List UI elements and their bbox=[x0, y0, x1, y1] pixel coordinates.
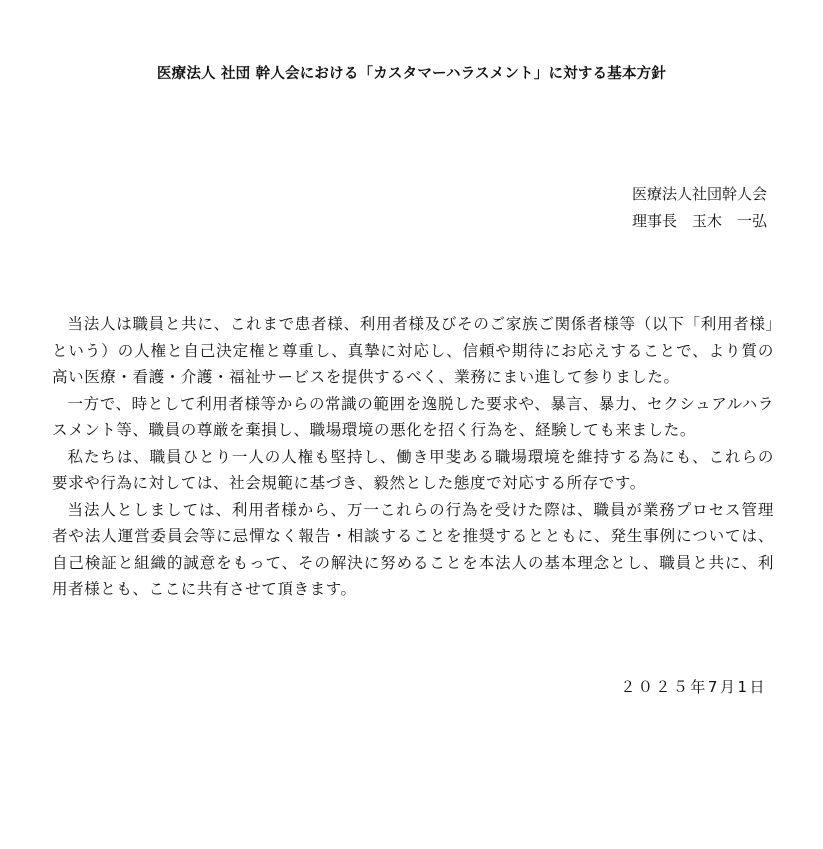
paragraph-2: 一方で、時として利用者様等からの常識の範囲を逸脱した要求や、暴言、暴力、セクシュアルハラスメント等、職員の尊厳を棄損し、職場環境の悪化を招く行為を、経験しても来ました。 bbox=[52, 394, 774, 439]
paragraph-1: 当法人は職員と共に、これまで患者様、利用者様及びそのご家族ご関係者様等（以下「利用者様」という）の人権と自己決定権と尊重し、真摯に対応し、信頼や期待にお応えすることで、より質の高い医療・看護・介護・福祉サービスを提供するべく、業務にまい進して参りました。 bbox=[52, 315, 774, 386]
paragraph-3: 私たちは、職員ひとり一人の人権も堅持し、働き甲斐ある職場環境を維持する為にも、これらの要求や行為に対しては、社会規範に基づき、毅然とした態度で対応する所存です。 bbox=[52, 447, 774, 492]
author-block bbox=[632, 181, 767, 235]
document-title: 医療法人 社団 幹人会における「カスタマーハラスメント」に対する基本方針 bbox=[156, 66, 667, 82]
document-date: ２０２５年7月1日 bbox=[620, 678, 767, 696]
policy-body bbox=[52, 311, 774, 603]
organization-name: 医療法人社団幹人会 bbox=[631, 185, 767, 203]
signatory-name: 理事長 玉木 一弘 bbox=[631, 212, 767, 230]
paragraph-4: 当法人としましては、利用者様から、万一これらの行為を受けた際は、職員が業務プロセス管理者や法人運営委員会等に忌憚なく報告・相談することを推奨するとともに、発生事例については、自己検証と組織的誠意をもって、その解決に努めることを本法人の基本理念とし、職員と共に、利用者様とも、ここに共有させて頂きます。 bbox=[52, 500, 774, 598]
